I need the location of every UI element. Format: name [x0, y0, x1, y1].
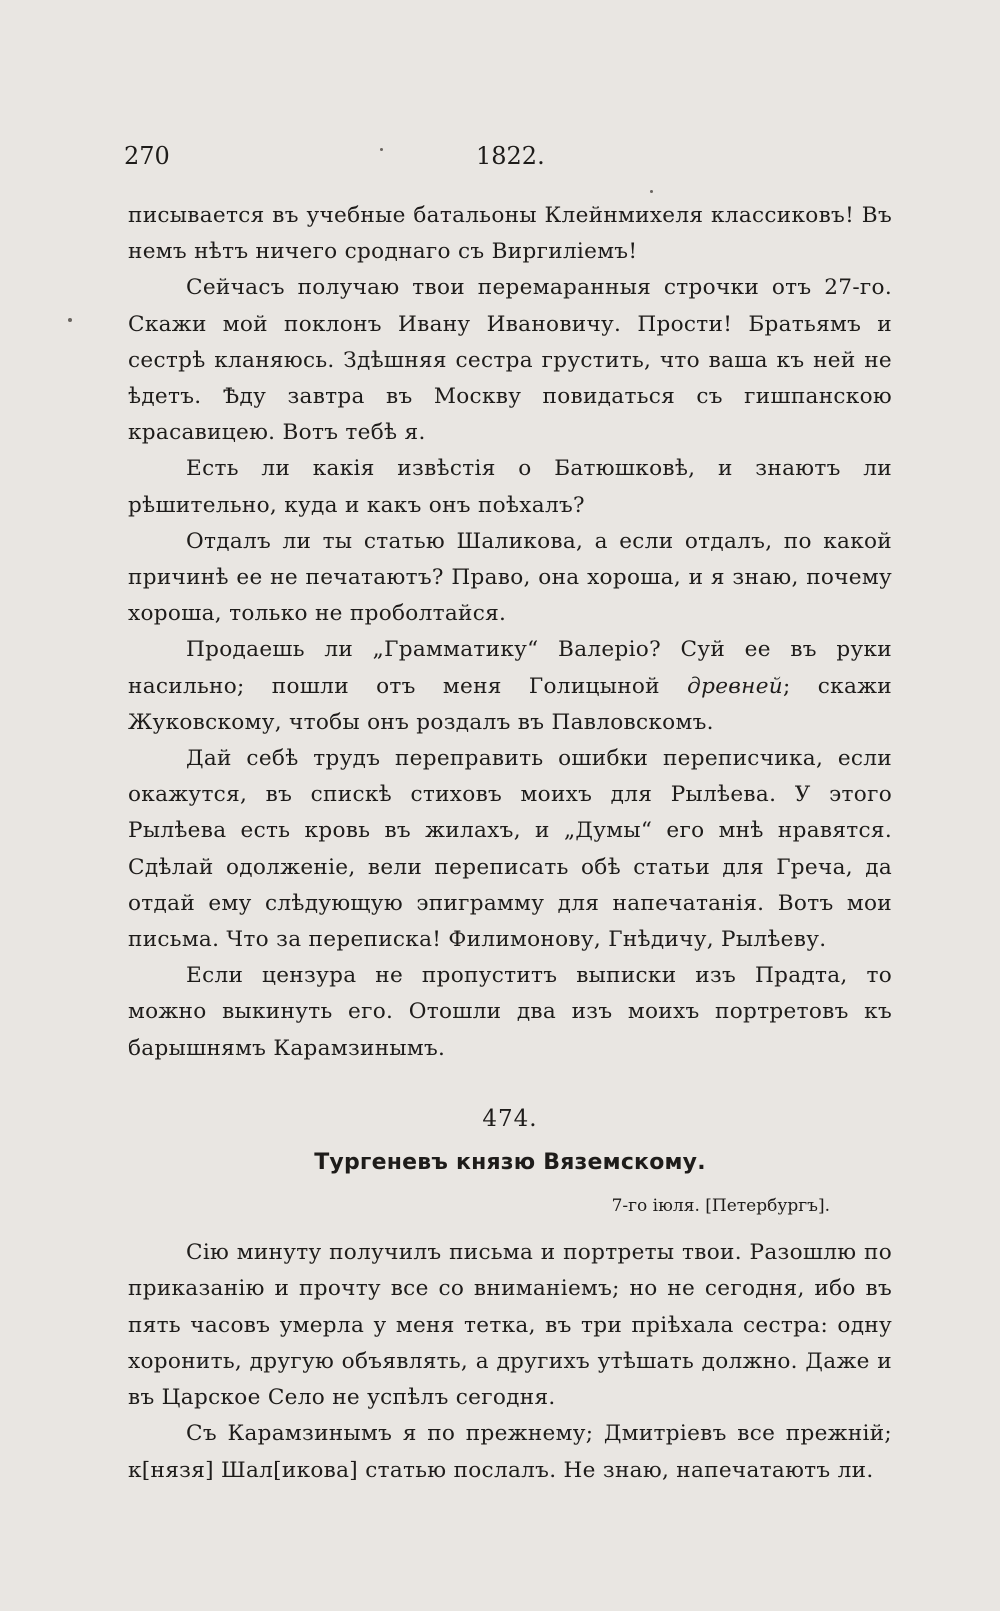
- letter-date: 7-го іюля. [Петербургъ].: [611, 1196, 830, 1217]
- paragraph-text: Продаешь ли „Грамматику“ Валеріо? Суй ее въ руки насильно; пошли отъ меня Голицыной: [128, 637, 892, 699]
- paragraph: Сейчасъ получаю твои перемаранныя строчки отъ 27-го. Скажи мой поклонъ Ивану Ивановичу. Прости! Братьямъ и сестрѣ кланяюсь. Здѣшняя сестра грустить, что ваша къ ней не ѣдетъ. Ѣду завтра въ Москву повидаться съ гишпанскою красавицею. Вотъ тебѣ я.: [128, 275, 892, 446]
- italic-word: древней: [687, 673, 783, 699]
- paragraph: Есть ли какія извѣстія о Батюшковѣ, и знаютъ ли рѣшительно, куда и какъ онъ поѣхалъ?: [128, 456, 892, 518]
- paragraph: Отдалъ ли ты статью Шаликова, а если отдалъ, по какой причинѣ ее не печатаютъ? Право, она хороша, и я знаю, почему хороша, только не проболтайся.: [128, 528, 892, 627]
- paragraph: Если цензура не пропуститъ выписки изъ Прадта, то можно выкинуть его. Отошли два изъ моихъ портретовъ къ барышнямъ Карамзинымъ.: [128, 963, 892, 1061]
- print-speck: [68, 318, 72, 322]
- paragraph: Сію минуту получилъ письма и портреты твои. Разошлю по приказанію и прочту все со вниманіемъ; но не сегодня, ибо въ пять часовъ умерла у меня тетка, въ три пріѣхала сестра: одну хоронить, другую объявлять, а другихъ утѣшать должно. Даже и въ Царское Село не успѣлъ сегодня.: [128, 1240, 892, 1411]
- page-number: 270: [124, 142, 170, 170]
- running-head: [124, 142, 892, 182]
- running-year: 1822.: [476, 142, 545, 170]
- paragraph-text: ; скажи Жуковскому, чтобы онъ роздалъ въ Павловскомъ.: [128, 673, 892, 735]
- print-speck: [650, 190, 653, 193]
- paragraph: Дай себѣ трудъ переправить ошибки переписчика, если окажутся, въ спискѣ стиховъ моихъ для Рылѣева. У этого Рылѣева есть кровь въ жилахъ, и „Думы“ его мнѣ нравятся. Сдѣлай одолженіе, вели переписать обѣ статьи для Греча, да отдай ему слѣдующую эпиграмму для напечатанія. Вотъ мои письма. Что за переписка! Филимонову, Гнѣдичу, Рылѣеву.: [128, 746, 892, 953]
- letter-title: Тургеневъ князю Вяземскому.: [314, 1150, 706, 1176]
- paragraph-with-italic: [128, 632, 892, 741]
- print-speck: [380, 148, 383, 151]
- main-text: [128, 198, 892, 1489]
- letter-number: 474.: [482, 1105, 538, 1132]
- paragraph: Съ Карамзинымъ я по прежнему; Дмитріевъ все прежній; к[нязя] Шал[икова] статью послалъ. Не знаю, напечатаютъ ли.: [128, 1421, 892, 1483]
- paragraph-continuation: писывается въ учебные батальоны Клейнмихеля классиковъ! Въ немъ нѣтъ ничего сроднаго съ Виргиліемъ!: [128, 203, 892, 265]
- letter-body: [128, 1235, 892, 1488]
